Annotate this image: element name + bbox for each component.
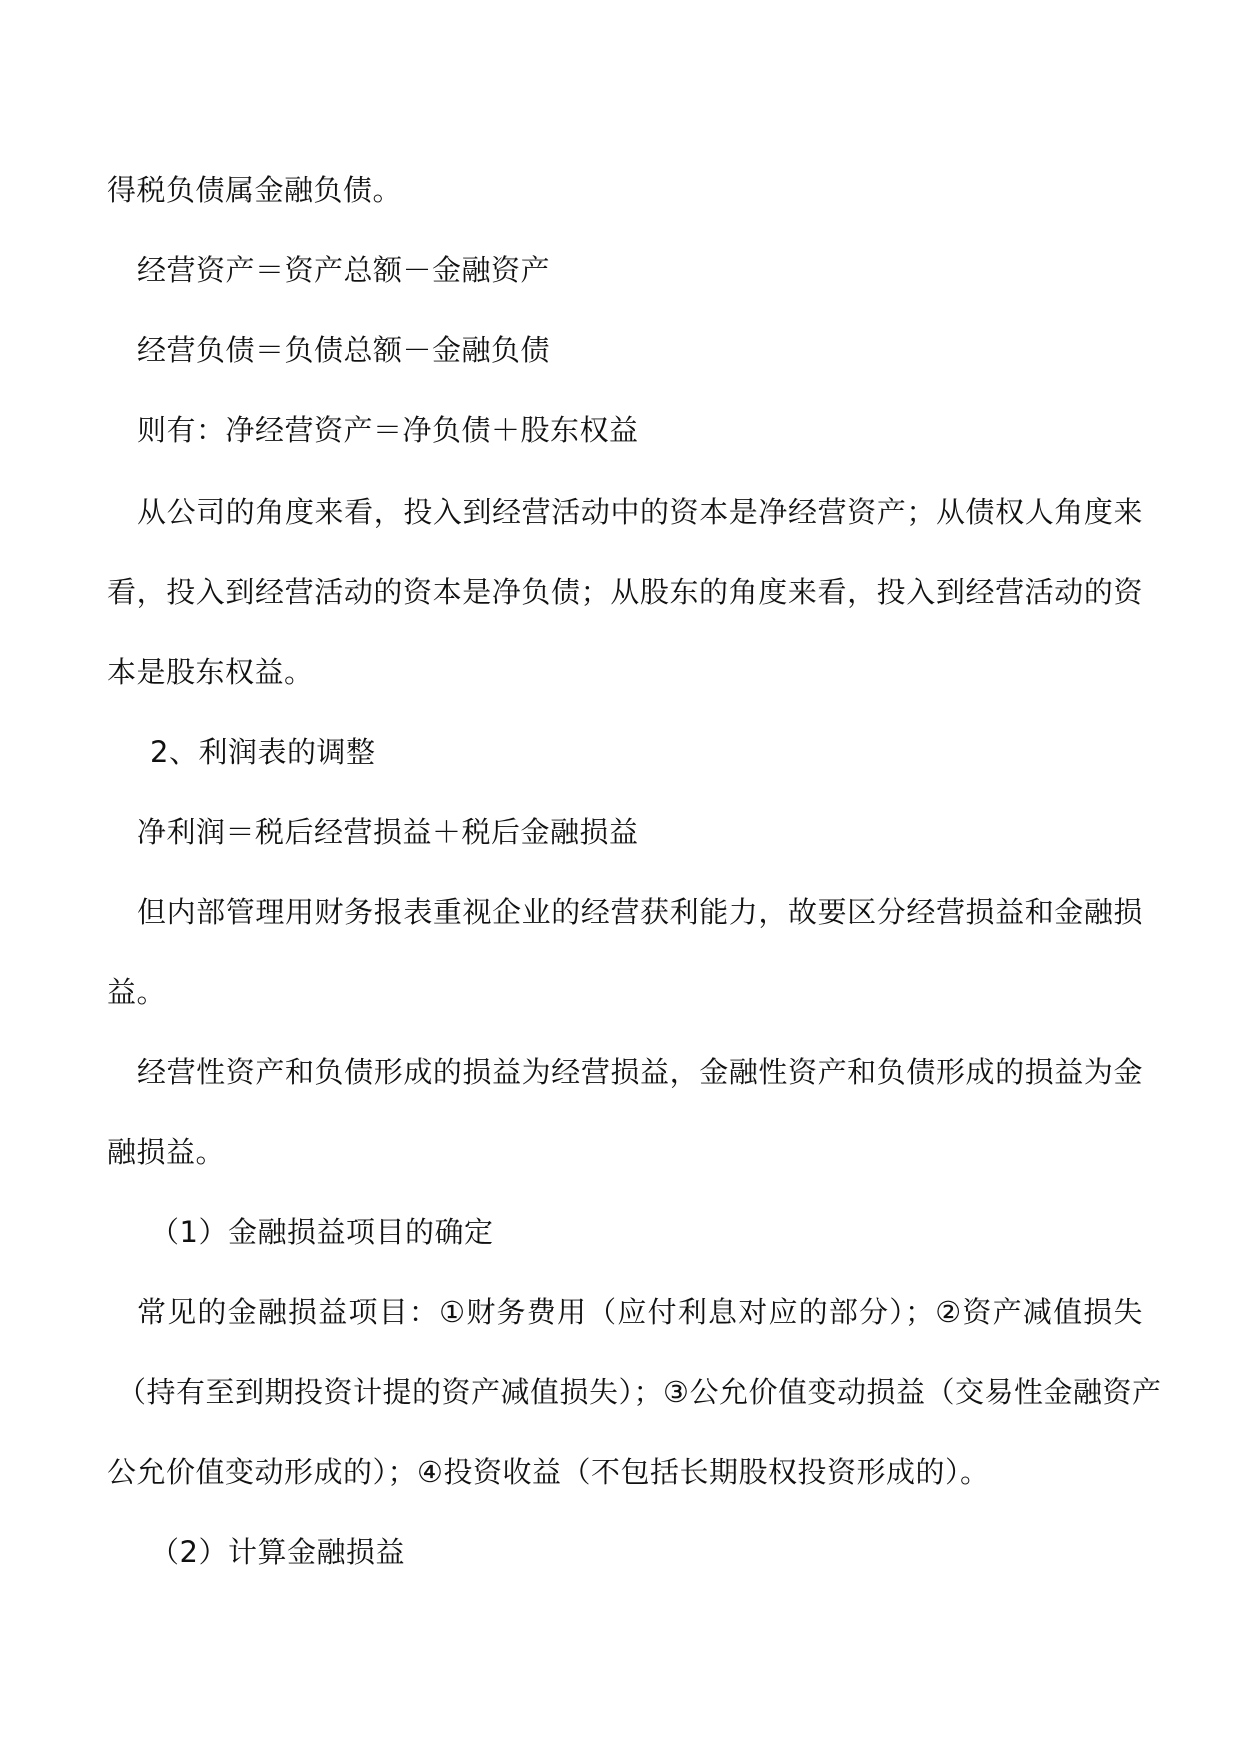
paragraph-management-line-1: 但内部管理用财务报表重视企业的经营获利能力，故要区分经营损益和金融损	[137, 895, 1143, 929]
formula-operating-liabilities: 经营负债＝负债总额－金融负债	[137, 333, 551, 367]
formula-operating-assets: 经营资产＝资产总额－金融资产	[137, 253, 551, 287]
paragraph-profit-loss-line-1: 经营性资产和负债形成的损益为经营损益，金融性资产和负债形成的损益为金	[137, 1055, 1143, 1089]
text-line-1: 得税负债属金融负债。	[107, 173, 403, 207]
paragraph-profit-loss-line-2: 融损益。	[107, 1135, 226, 1169]
section-heading-income-statement: 2、利润表的调整	[150, 735, 376, 769]
paragraph-capital-line-1: 从公司的角度来看，投入到经营活动中的资本是净经营资产；从债权人角度来	[137, 495, 1143, 529]
subheading-calculate-financial-profit-loss: （2）计算金融损益	[150, 1535, 405, 1569]
paragraph-common-items-line-3: 公允价值变动形成的）；④投资收益（不包括长期股权投资形成的）。	[107, 1455, 990, 1489]
paragraph-management-line-2: 益。	[107, 975, 167, 1009]
subheading-financial-items: （1）金融损益项目的确定	[150, 1215, 494, 1249]
paragraph-common-items-line-1: 常见的金融损益项目：①财务费用（应付利息对应的部分）；②资产减值损失	[137, 1295, 1143, 1329]
paragraph-capital-line-2: 看，投入到经营活动的资本是净负债；从股东的角度来看，投入到经营活动的资	[107, 575, 1143, 609]
paragraph-common-items-line-2: （持有至到期投资计提的资产减值损失）；③公允价值变动损益（交易性金融资产	[117, 1375, 1162, 1409]
formula-net-profit: 净利润＝税后经营损益＋税后金融损益	[137, 815, 639, 849]
paragraph-capital-line-3: 本是股东权益。	[107, 655, 314, 689]
formula-net-operating-assets: 则有：净经营资产＝净负债＋股东权益	[137, 413, 639, 447]
